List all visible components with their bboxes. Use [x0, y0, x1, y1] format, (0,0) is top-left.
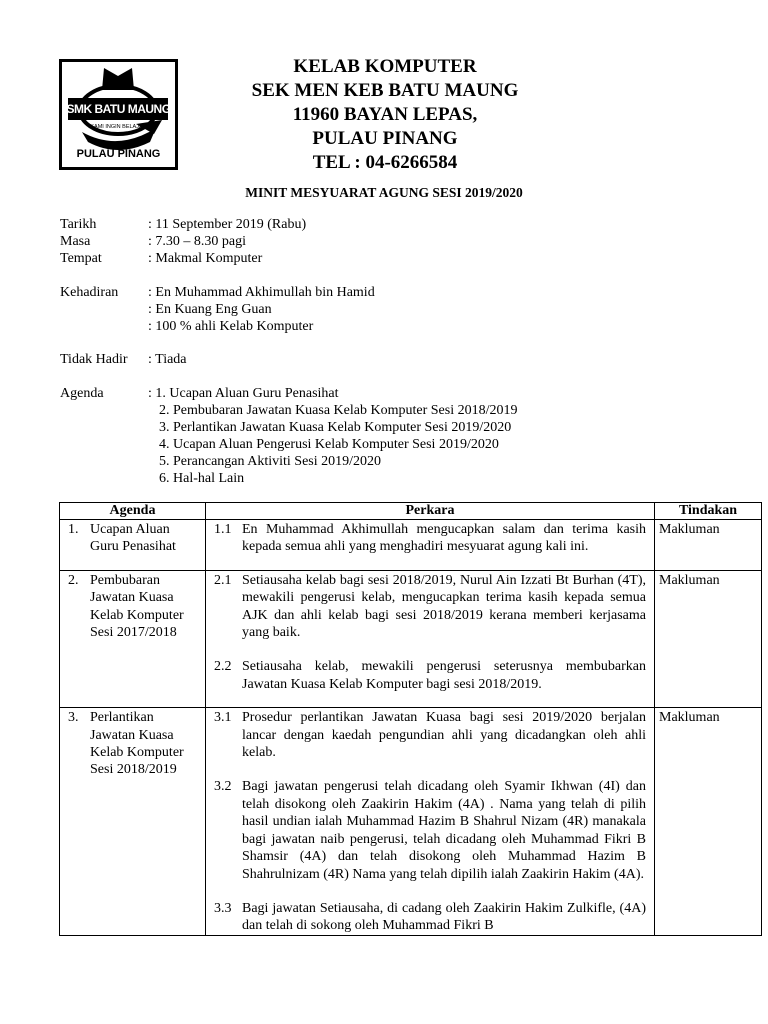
column-header-agenda: Agenda [60, 503, 206, 520]
kehadiran-label: Kehadiran [60, 285, 119, 300]
club-header [200, 55, 570, 175]
perkara-item-number: 3.3 [214, 900, 232, 916]
perkara-item [206, 658, 646, 693]
agenda-label: Agenda [60, 386, 104, 401]
agenda-number: 3. [68, 710, 79, 726]
table-row [60, 708, 762, 935]
perkara-item-text: Bagi jawatan Setiausaha, di cadang oleh Zaakirin Hakim Zulkifle, (4A) dan telah di sokong oleh Muhammad Fikri B [242, 900, 646, 934]
kehadiran-value: : 100 % ahli Kelab Komputer [148, 319, 314, 334]
perkara-cell [206, 708, 655, 935]
tindakan-cell: Makluman [655, 708, 762, 935]
school-logo [59, 59, 178, 170]
agenda-list-item: 2. Pembubaran Jawatan Kuasa Kelab Komputer Sesi 2018/2019 [159, 403, 518, 418]
perkara-item [206, 521, 646, 556]
perkara-item [206, 778, 646, 882]
masa-value: : 7.30 – 8.30 pagi [148, 234, 246, 249]
perkara-cell [206, 520, 655, 571]
table-header-row [60, 503, 762, 520]
agenda-list-item: 5. Perancangan Aktiviti Sesi 2019/2020 [159, 454, 382, 469]
tidak-hadir-label: Tidak Hadir [60, 352, 128, 367]
agenda-cell [60, 520, 206, 571]
agenda-text: Perlantikan Jawatan Kuasa Kelab Komputer Sesi 2018/2019 [90, 710, 184, 778]
agenda-list-item: 3. Perlantikan Jawatan Kuasa Kelab Komputer Sesi 2019/2020 [159, 420, 512, 435]
perkara-item [206, 900, 646, 935]
logo-year: 2004 [111, 77, 126, 83]
tarikh-value: : 11 September 2019 (Rabu) [148, 217, 307, 232]
agenda-text: Ucapan Aluan Guru Penasihat [90, 522, 176, 555]
perkara-item-number: 1.1 [214, 522, 232, 537]
perkara-item-number: 3.2 [214, 779, 232, 795]
agenda-number: 2. [68, 572, 79, 588]
kehadiran-value: : En Kuang Eng Guan [148, 302, 272, 317]
header-club-name: KELAB KOMPUTER [293, 56, 477, 77]
perkara-item-text: Setiausaha kelab bagi sesi 2018/2019, Nurul Ain Izzati Bt Burhan (4T), mewakili pengerusi kelab, mengucapkan terima kasih kepada semua AJK dan ahli kelab bagi sesi 2018/2019 kerana memberi kerjasama yang baik. [242, 572, 646, 641]
agenda-number: 1. [68, 522, 79, 537]
perkara-item [206, 709, 646, 761]
logo-top-text: SMK BATU MAUNG [66, 102, 171, 116]
perkara-item-text: Prosedur perlantikan Jawatan Kuasa bagi sesi 2019/2020 berjalan lancar dengan kaedah pengundian ahli yang dicadangkan oleh ahli kelab. [242, 710, 646, 761]
agenda-cell [60, 708, 206, 935]
perkara-item-text: Bagi jawatan pengerusi telah dicadang oleh Syamir Ikhwan (4I) dan telah disokong oleh Zaakirin Hakim (4A) . Nama yang telah di pilih hasil undian ialah Muhammad Hazim B Shahrul Nizam (4R) manakala bagi jawatan naib pengerusi, telah dicadang oleh Muhammad Fikri B Shamsir (4A) dan telah disokong oleh Muhammad Hazim B Shahrulnizam (4R) Nama yang telah dipilih ialah Zaakirin Hakim (4A). [242, 779, 646, 882]
table-row [60, 520, 762, 571]
tidak-hadir-value: : Tiada [148, 352, 187, 367]
masa-label: Masa [60, 234, 91, 249]
agenda-list-item: 6. Hal-hal Lain [159, 471, 245, 486]
column-header-perkara: Perkara [206, 503, 655, 520]
kehadiran-value: : En Muhammad Akhimullah bin Hamid [148, 285, 375, 300]
perkara-item-number: 2.1 [214, 572, 232, 588]
column-header-tindakan: Tindakan [655, 503, 762, 520]
tindakan-cell: Makluman [655, 520, 762, 571]
agenda-cell [60, 570, 206, 707]
header-phone: TEL : 04-6266584 [312, 152, 458, 173]
perkara-item-text: En Muhammad Akhimullah mengucapkan salam dan terima kasih kepada semua ahli yang menghadiri mesyuarat agung kali ini. [242, 522, 646, 555]
perkara-item-number: 3.1 [214, 710, 232, 726]
tindakan-cell: Makluman [655, 570, 762, 707]
logo-motto: KAMI INGIN BELAJAR [90, 124, 147, 130]
perkara-item [206, 572, 646, 642]
perkara-cell [206, 570, 655, 707]
table-row [60, 570, 762, 707]
header-school-name: SEK MEN KEB BATU MAUNG [251, 80, 519, 101]
tarikh-label: Tarikh [60, 217, 97, 232]
agenda-text: Pembubaran Jawatan Kuasa Kelab Komputer Sesi 2017/2018 [90, 572, 184, 641]
tempat-label: Tempat [60, 251, 102, 266]
logo-bottom-text: PULAU PINANG [76, 148, 161, 160]
perkara-item-number: 2.2 [214, 659, 232, 675]
agenda-list-item: : 1. Ucapan Aluan Guru Penasihat [148, 386, 339, 401]
document-title: MINIT MESYUARAT AGUNG SESI 2019/2020 [245, 185, 523, 200]
tempat-value: : Makmal Komputer [148, 251, 263, 266]
agenda-list-item: 4. Ucapan Aluan Pengerusi Kelab Komputer Sesi 2019/2020 [159, 437, 499, 452]
perkara-item-text: Setiausaha kelab, mewakili pengerusi seterusnya membubarkan Jawatan Kuasa Kelab Komputer bagi sesi 2018/2019. [242, 659, 646, 692]
header-postcode-city: 11960 BAYAN LEPAS, [292, 104, 478, 125]
minutes-table [59, 502, 762, 936]
header-state: PULAU PINANG [312, 128, 458, 149]
